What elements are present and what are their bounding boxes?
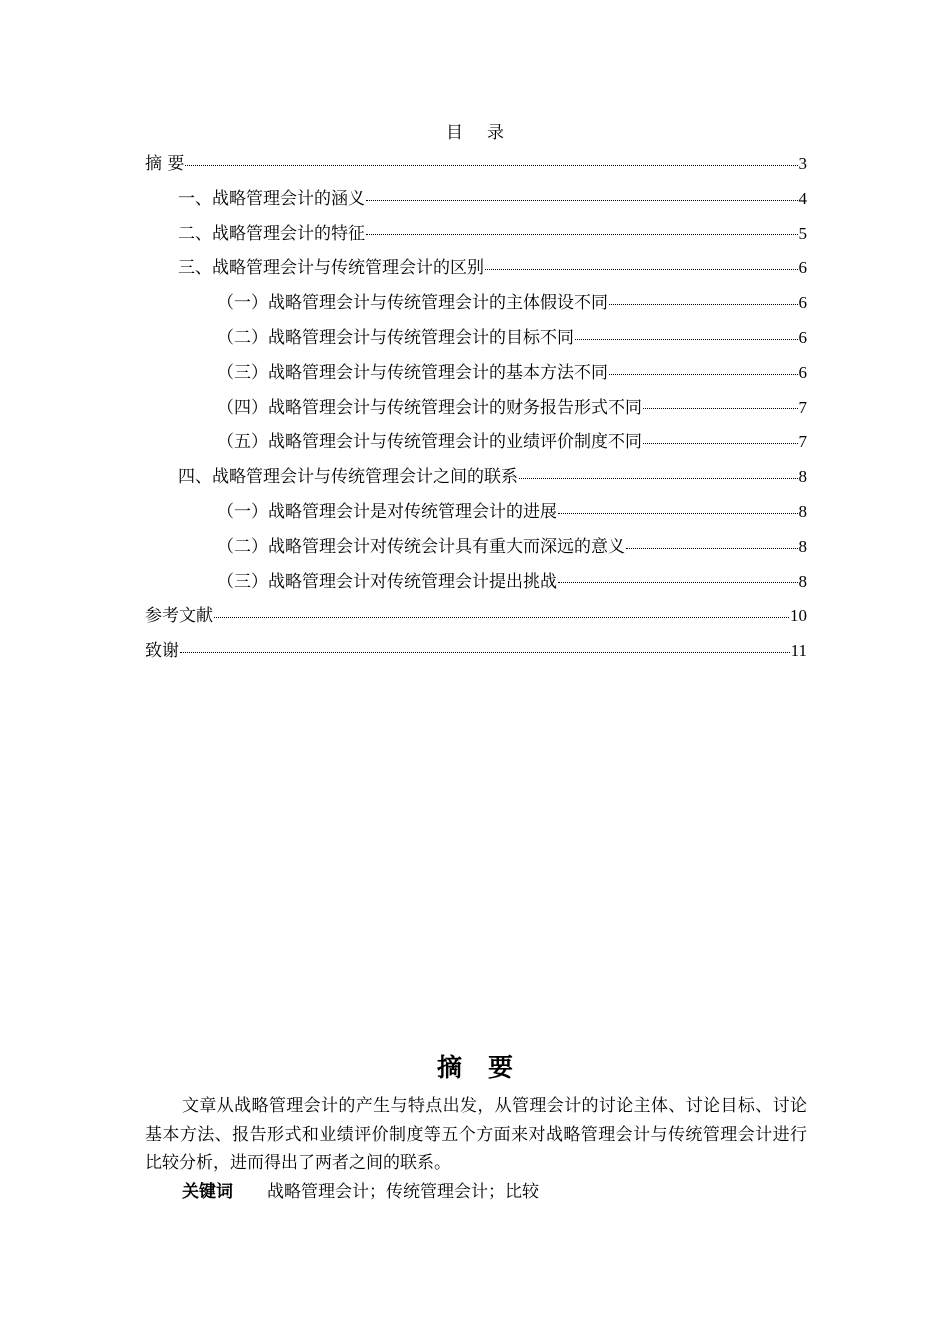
toc-entry-page: 6 — [798, 258, 807, 278]
table-of-contents — [145, 147, 807, 669]
toc-entry-text: （二）战略管理会计与传统管理会计的目标不同 — [217, 327, 574, 348]
keywords-value: 战略管理会计；传统管理会计；比较 — [267, 1182, 539, 1202]
toc-entry-text: （二）战略管理会计对传统会计具有重大而深远的意义 — [217, 536, 625, 557]
toc-entry[interactable] — [145, 425, 807, 460]
toc-dot-leader — [558, 513, 798, 514]
toc-entry[interactable] — [145, 286, 807, 321]
toc-entry-page: 8 — [798, 571, 807, 591]
toc-entry[interactable] — [145, 321, 807, 356]
toc-entry-text: （四）战略管理会计与传统管理会计的财务报告形式不同 — [217, 397, 642, 418]
toc-entry-text: 参考文献 — [145, 606, 213, 627]
toc-entry[interactable] — [145, 565, 807, 600]
toc-entry-page: 6 — [798, 293, 807, 313]
toc-entry-page: 4 — [798, 188, 807, 208]
toc-entry-text: 三、战略管理会计与传统管理会计的区别 — [178, 258, 484, 279]
abstract-heading: 摘要 — [436, 1053, 539, 1082]
toc-entry-page: 7 — [798, 397, 807, 417]
toc-entry[interactable] — [145, 634, 807, 669]
toc-entry-page: 6 — [798, 362, 807, 382]
toc-entry[interactable] — [145, 530, 807, 565]
toc-entry-page: 10 — [790, 606, 807, 626]
toc-entry-text: （三）战略管理会计与传统管理会计的基本方法不同 — [217, 362, 608, 383]
toc-dot-leader — [609, 304, 798, 305]
keywords-label: 关键词 — [182, 1182, 233, 1202]
toc-dot-leader — [519, 478, 798, 479]
toc-entry[interactable] — [145, 182, 807, 217]
toc-entry[interactable] — [145, 147, 807, 182]
toc-dot-leader — [609, 374, 798, 375]
toc-entry[interactable] — [145, 217, 807, 252]
toc-entry-text: 二、战略管理会计的特征 — [178, 223, 365, 244]
toc-entry[interactable] — [145, 599, 807, 634]
toc-entry-text: （一）战略管理会计是对传统管理会计的进展 — [217, 501, 557, 522]
toc-dot-leader — [643, 408, 798, 409]
toc-entry[interactable] — [145, 251, 807, 286]
toc-entry-page: 3 — [798, 154, 807, 173]
toc-entry-text: 致谢 — [145, 641, 179, 662]
toc-dot-leader — [575, 339, 798, 340]
toc-entry-page: 5 — [798, 223, 807, 243]
abstract-body: 文章从战略管理会计的产生与特点出发，从管理会计的讨论主体、讨论目标、讨论基本方法、报告形式和业绩评价制度等五个方面来对战略管理会计与传统管理会计进行比较分析，进而得出了两者之间的联系。 — [145, 1096, 807, 1173]
toc-entry[interactable] — [145, 391, 807, 426]
toc-entry-page: 8 — [798, 536, 807, 556]
keywords-line — [182, 1178, 539, 1206]
toc-entry-page: 8 — [798, 501, 807, 521]
toc-entry-page: 6 — [798, 327, 807, 347]
toc-entry-text: 四、战略管理会计与传统管理会计之间的联系 — [178, 467, 518, 488]
toc-dot-leader — [214, 617, 789, 618]
toc-entry-text: （三）战略管理会计对传统管理会计提出挑战 — [217, 571, 557, 592]
toc-dot-leader — [558, 582, 798, 583]
toc-dot-leader — [643, 443, 798, 444]
toc-entry[interactable] — [145, 460, 807, 495]
toc-entry-text: 摘 要 — [145, 154, 185, 174]
toc-dot-leader — [485, 269, 798, 270]
toc-entry-page: 7 — [798, 432, 807, 452]
toc-dot-leader — [626, 548, 798, 549]
toc-dot-leader — [185, 165, 797, 166]
toc-entry-text: （五）战略管理会计与传统管理会计的业绩评价制度不同 — [217, 432, 642, 453]
toc-entry[interactable] — [145, 356, 807, 391]
toc-title: 目录 — [446, 123, 528, 143]
toc-entry[interactable] — [145, 495, 807, 530]
toc-entry-page: 8 — [798, 467, 807, 487]
toc-dot-leader — [366, 200, 798, 201]
toc-entry-text: 一、战略管理会计的涵义 — [178, 188, 365, 209]
toc-entry-text: （一）战略管理会计与传统管理会计的主体假设不同 — [217, 293, 608, 314]
toc-entry-page: 11 — [790, 641, 807, 661]
toc-dot-leader — [366, 234, 798, 235]
toc-dot-leader — [180, 652, 790, 653]
